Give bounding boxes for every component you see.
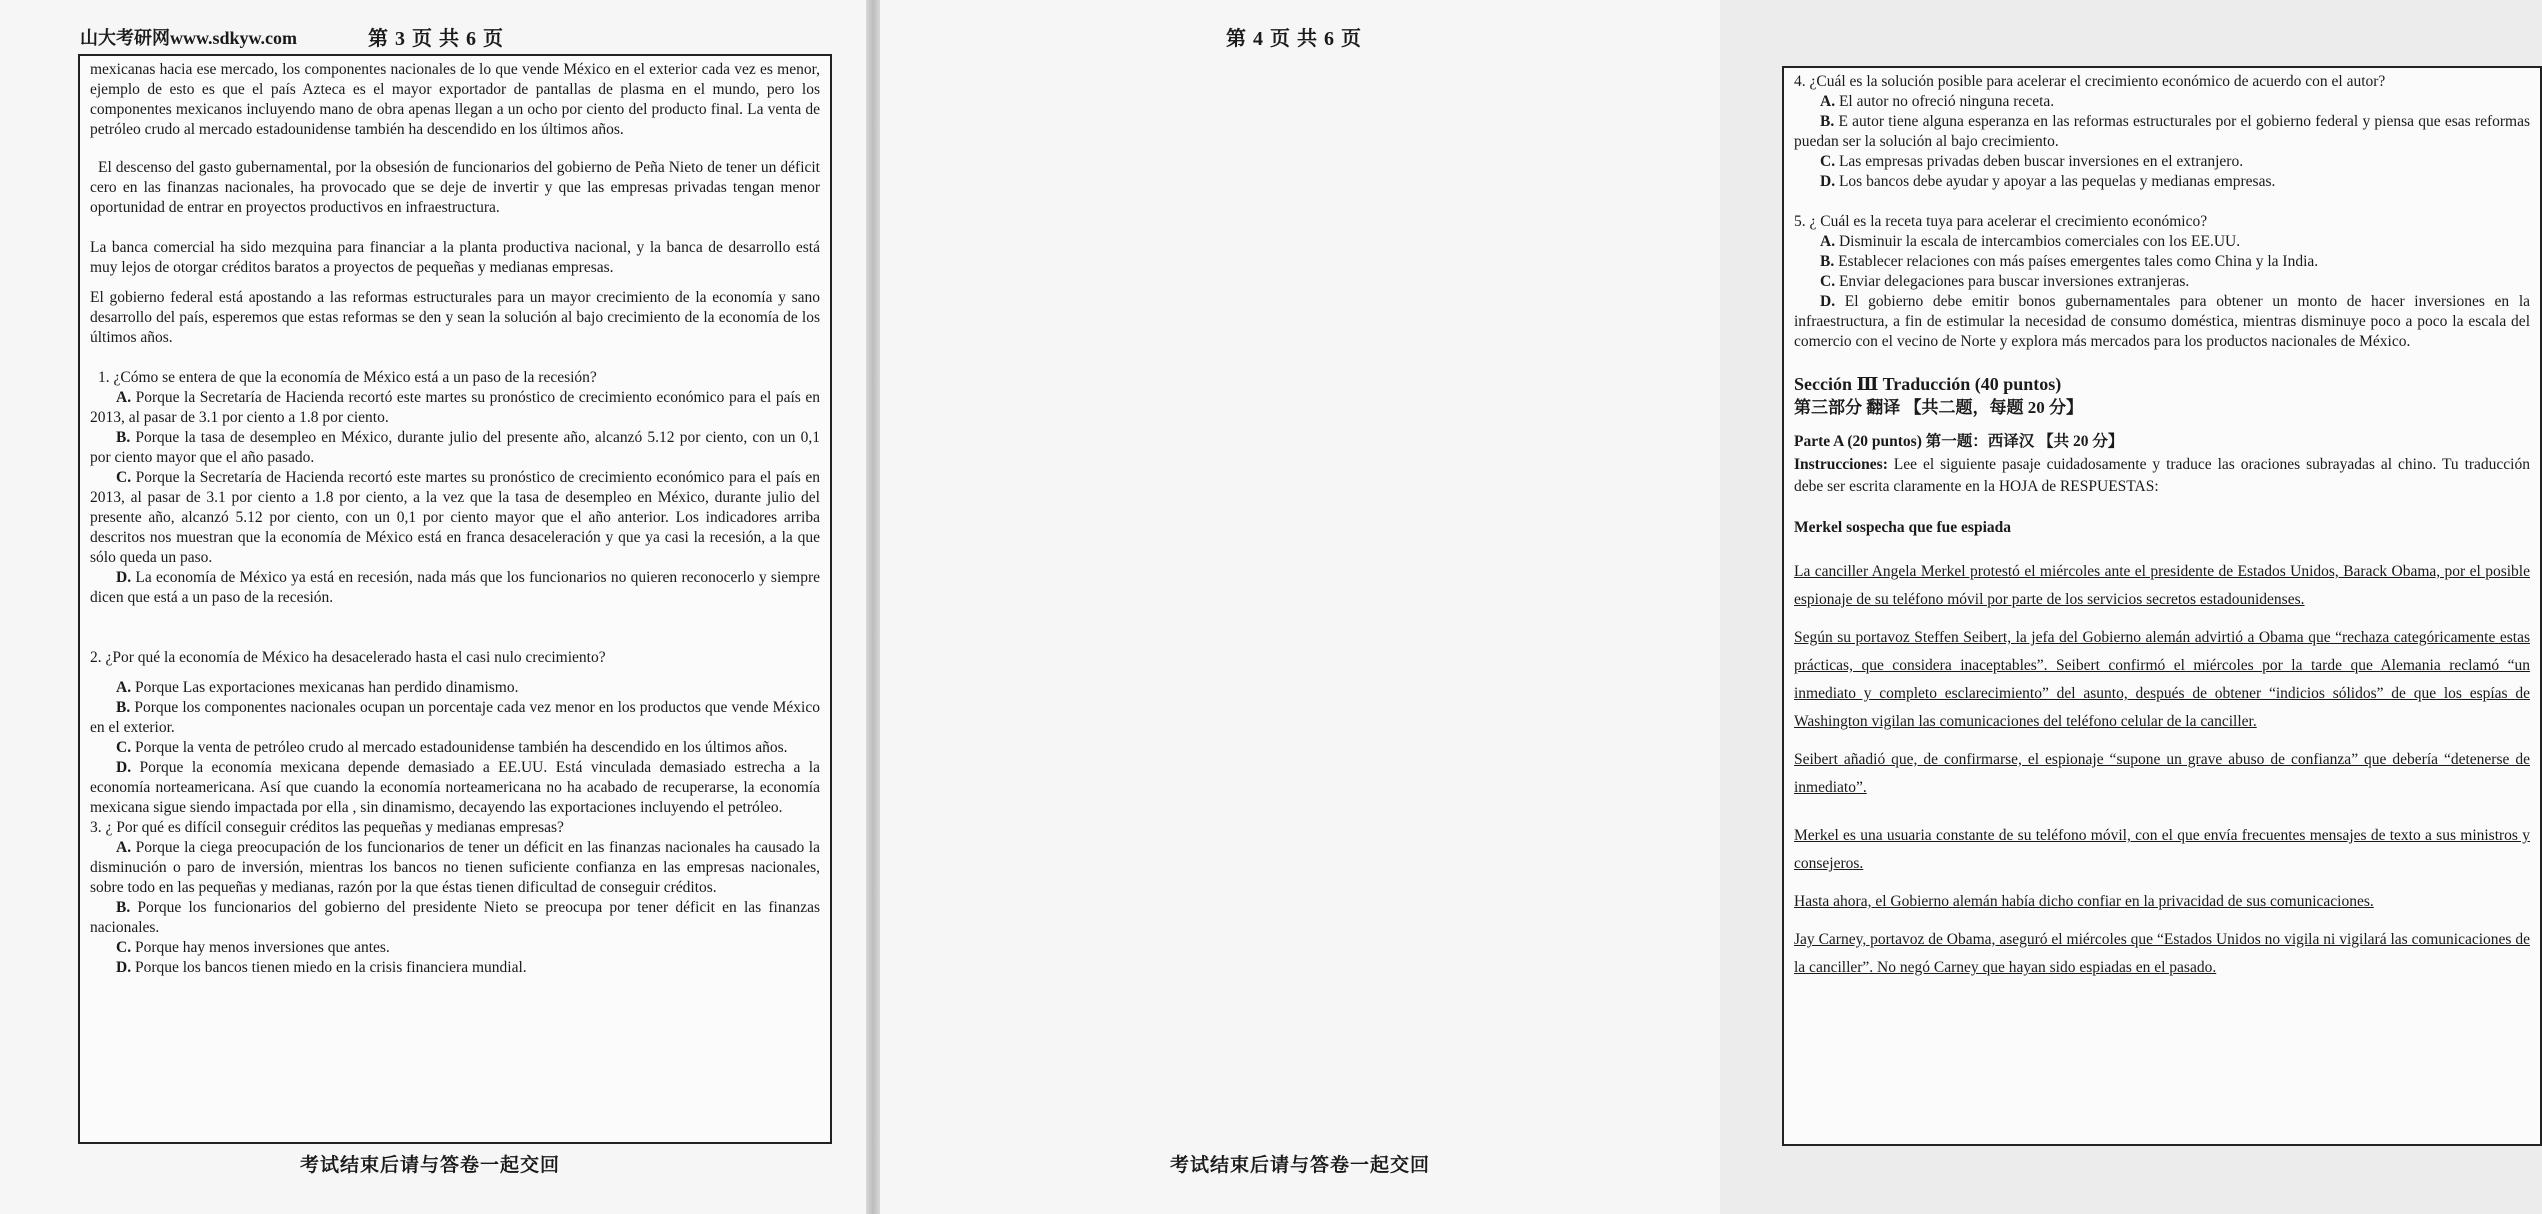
question-3-stem: 3. ¿ Por qué es difícil conseguir créditos las pequeñas y medianas empresas? [90, 819, 564, 836]
right-content-frame [1782, 66, 2542, 1146]
article-paragraph: Merkel es una usuaria constante de su teléfono móvil, con el que envía frecuentes mensajes de texto a sus ministros y consejeros. [1794, 827, 2530, 872]
passage-paragraph: El descenso del gasto gubernamental, por la obsesión de funcionarios del gobierno de Peña Nieto de tener un déficit cero en las finanzas nacionales, ha provocado que se deje de invertir y que las empresas privadas tengan menor oportunidad de entrar en proyectos productivos en infraestructura. [90, 159, 820, 216]
article-paragraph: Seibert añadió que, de confirmarse, el espionaje “supone un grave abuso de confianza” que debería “detenerse de inmediato”. [1794, 751, 2530, 796]
article-paragraph: Hasta ahora, el Gobierno alemán había dicho confiar en la privacidad de sus comunicaciones. [1794, 893, 2374, 910]
part-a-heading: Parte A (20 puntos) 第一题：西译汉 【共 20 分】 [1794, 433, 2124, 450]
section-subtitle: 第三部分 翻译 【共二题，每题 20 分】 [1794, 398, 2083, 417]
passage-paragraph: mexicanas hacia ese mercado, los componentes nacionales de lo que vende México en el exterior cada vez es menor, ejemplo de esto es que el país Azteca es el mayor exportador de pantallas de plasma en el mundo, pero los componentes mexicanos incluyendo mano de obra apenas llegan a un ocho por ciento del producto final. La venta de petróleo crudo al mercado estadounidense también ha descendido en los últimos años. [90, 61, 820, 138]
q3-option-d: D. Porque los bancos tienen miedo en la crisis financiera mundial. [116, 959, 527, 976]
question-4-stem: 4. ¿Cuál es la solución posible para acelerar el crecimiento económico de acuerdo con el autor? [1794, 73, 2386, 90]
article-paragraph: Según su portavoz Steffen Seibert, la jefa del Gobierno alemán advirtió a Obama que “rechaza categóricamente estas prácticas, que considera inaceptables”. Seibert confirmó el miércoles por la tarde que Alemania reclamó “un inmediato y completo esclarecimiento” del asunto, después de obtener “indicios sólidos” de que los espías de Washington vigilan las comunicaciones del teléfono celular de la canciller. [1794, 629, 2530, 730]
q3-option-b: B. Porque los funcionarios del gobierno del presidente Nieto se preocupa por tener déficit en las finanzas nacionales. [90, 899, 820, 936]
q2-option-d: D. Porque la economía mexicana depende demasiado a EE.UU. Está vinculada demasiado estrecha a la economía norteamericana. Así que cuando la economía norteamericana no ha acabado de recuperarse, la economía mexicana sigue siendo impactada por ella , sin dinamismo, decayendo las exportaciones incluyendo el petróleo. [90, 759, 820, 816]
q4-option-b: B. E autor tiene alguna esperanza en las reformas estructurales por el gobierno federal y piensa que esas reformas puedan ser la solución al bajo crecimiento. [1794, 113, 2530, 150]
article-title: Merkel sospecha que fue espiada [1794, 519, 2011, 536]
page-number-right: 第 4 页 共 6 页 [1226, 28, 1362, 50]
q1-option-c: C. Porque la Secretaría de Hacienda recortó este martes su pronóstico de crecimiento económico para el país en 2013, al pasar de 3.1 por ciento a 1.8 por ciento, a la vez que la tasa de desempleo en México, durante julio del presente año, alcanzó 5.12 por ciento, con un 0,1 por ciento mayor que el año anterior. Los indicadores arriba descritos nos muestran que la economía de México está en franca desaceleración y que ya casi la recesión, a la que sólo queda un paso. [90, 469, 820, 566]
right-page [880, 0, 2530, 1214]
question-1-stem: 1. ¿Cómo se entera de que la economía de México está a un paso de la recesión? [98, 369, 597, 386]
q2-option-a: A. Porque Las exportaciones mexicanas han perdido dinamismo. [116, 679, 519, 696]
book-gutter [866, 0, 880, 1214]
q1-option-b: B. Porque la tasa de desempleo en México, durante julio del presente año, alcanzó 5.12 por ciento, con un 0,1 por ciento mayor que el año pasado. [90, 429, 820, 466]
q2-option-c: C. Porque la venta de petróleo crudo al mercado estadounidense también ha descendido en los últimos años. [116, 739, 788, 756]
page-number-left: 第 3 页 共 6 页 [368, 28, 504, 50]
article-paragraph: Jay Carney, portavoz de Obama, aseguró el miércoles que “Estados Unidos no vigila ni vigilará las comunicaciones de la canciller”. No negó Carney que hayan sido espiadas en el pasado. [1794, 931, 2530, 976]
site-header: 山大考研网www.sdkyw.com [80, 28, 298, 48]
q5-option-d: D. El gobierno debe emitir bonos gubernamentales para obtener un monto de hacer inversiones en la infraestructura, a fin de estimular la necesidad de consumo doméstica, mientras disminuye poco a poco la escala del comercio con el vecino de Norte y explora más mercados para los productos nacionales de México. [1794, 293, 2530, 350]
article-paragraph: La canciller Angela Merkel protestó el miércoles ante el presidente de Estados Unidos, Barack Obama, por el posible espionaje de su teléfono móvil por parte de los servicios secretos estadounidenses. [1794, 563, 2530, 608]
q4-option-d: D. Los bancos debe ayudar y apoyar a las pequelas y medianas empresas. [1820, 173, 2276, 190]
question-5-stem: 5. ¿ Cuál es la receta tuya para acelerar el crecimiento económico? [1794, 213, 2208, 230]
question-2-stem: 2. ¿Por qué la economía de México ha desacelerado hasta el casi nulo crecimiento? [90, 649, 606, 666]
instructions: Instrucciones: Lee el siguiente pasaje cuidadosamente y traduce las oraciones subrayadas al chino. Tu traducción debe ser escrita claramente en la HOJA de RESPUESTAS: [1794, 456, 2530, 495]
footer-note-right: 考试结束后请与答卷一起交回 [1170, 1155, 1431, 1176]
section-title: Sección Ⅲ Traducción (40 puntos) [1794, 374, 2062, 394]
q5-option-a: A. Disminuir la escala de intercambios comerciales con los EE.UU. [1820, 233, 2241, 250]
passage-paragraph: El gobierno federal está apostando a las reformas estructurales para un mayor crecimiento de la economía y sano desarrollo del país, esperemos que estas reformas se den y sean la solución al bajo crecimiento de la economía de los últimos años. [90, 289, 820, 346]
footer-note-left: 考试结束后请与答卷一起交回 [300, 1155, 561, 1176]
left-page [0, 0, 866, 1214]
q2-option-b: B. Porque los componentes nacionales ocupan un porcentaje cada vez menor en los productos que vende México en el exterior. [90, 699, 820, 736]
q5-option-c: C. Enviar delegaciones para buscar inversiones extranjeras. [1820, 273, 2190, 290]
q1-option-a: A. Porque la Secretaría de Hacienda recortó este martes su pronóstico de crecimiento económico para el país en 2013, al pasar de 3.1 por ciento a 1.8 por ciento. [90, 389, 820, 426]
left-content-frame [78, 54, 832, 1144]
q4-option-c: C. Las empresas privadas deben buscar inversiones en el extranjero. [1820, 153, 2244, 170]
q4-option-a: A. El autor no ofreció ninguna receta. [1820, 93, 2055, 110]
q1-option-d: D. La economía de México ya está en recesión, nada más que los funcionarios no quieren reconocerlo y siempre dicen que está a un paso de la recesión. [90, 569, 820, 606]
passage-paragraph: La banca comercial ha sido mezquina para financiar a la planta productiva nacional, y la banca de desarrollo está muy lejos de otorgar créditos baratos a proyectos de pequeñas y medianas empresas. [90, 239, 820, 276]
q3-option-a: A. Porque la ciega preocupación de los funcionarios de tener un déficit en las finanzas nacionales ha causado la disminución o paro de inversión, mientras los bancos no tienen suficiente confianza en las empresas nacionales, sobre todo en las pequeñas y medianas, razón por la que éstas tienen dificultad de conseguir créditos. [90, 839, 820, 896]
q5-option-b: B. Establecer relaciones con más países emergentes tales como China y la India. [1820, 253, 2319, 270]
q3-option-c: C. Porque hay menos inversiones que antes. [116, 939, 390, 956]
